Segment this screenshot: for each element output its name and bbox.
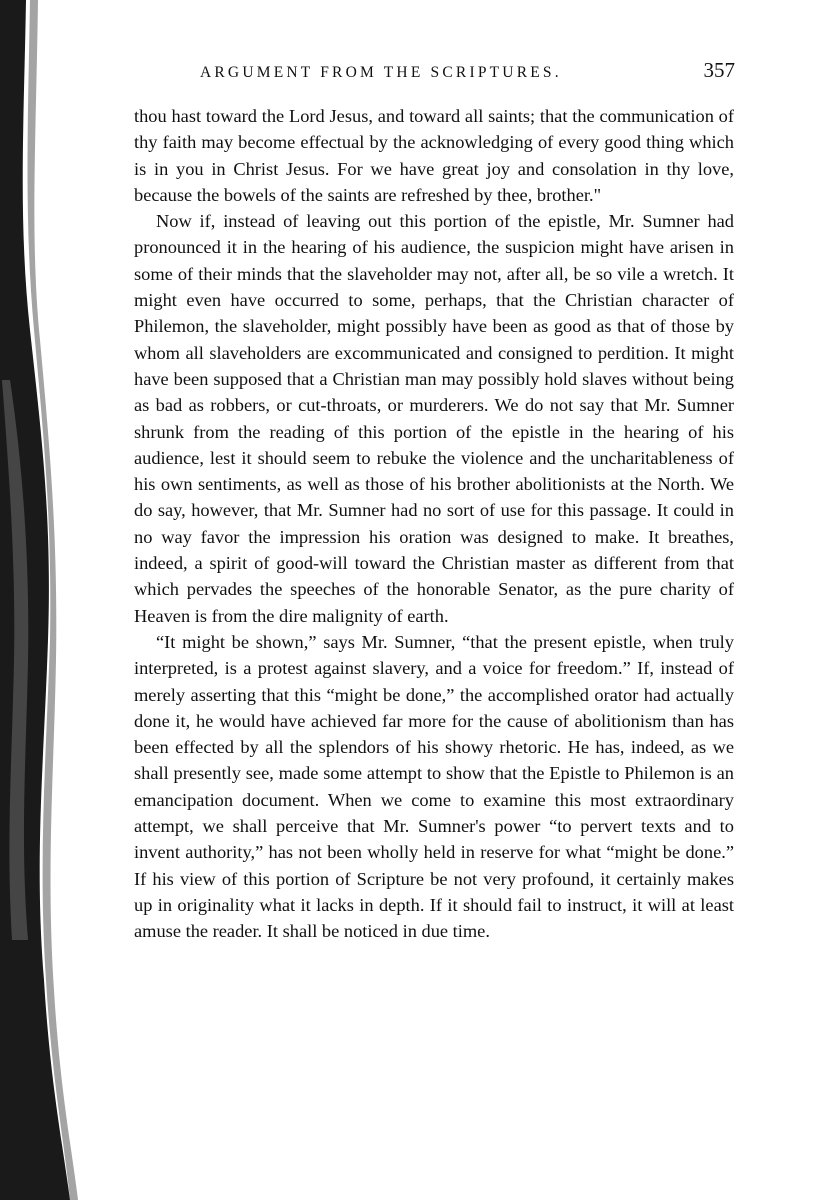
paragraph: Now if, instead of leaving out this portion of the epistle, Mr. Sumner had pronounced it in the hearing of his audience, the suspicion might have arisen in some of their minds that the slaveholder may not, after all, be so vile a wretch. It might even have occurred to some, perhaps, that the Christian character of Philemon, the slaveholder, might possibly have been as good as that of those by whom all slaveholders are excommunicated and consigned to perdition. It might have been supposed that a Christian man may possibly hold slaves without being as bad as robbers, or cut-throats, or murderers. We do not say that Mr. Sumner shrunk from the reading of this portion of the epistle in the hearing of his audience, lest it should seem to rebuke the violence and the uncharitableness of his own sentiments, as well as those of his brother abolitionists at the North. We do say, however, that Mr. Sumner had no sort of use for this passage. It could in no way favor the impression his oration was designed to make. It breathes, indeed, a spirit of good-will toward the Christian master as different from that which pervades the speeches of the honorable Senator, as the pure charity of Heaven is from the dire malignity of earth. [134,211,734,626]
body-text [134,103,734,945]
binding-shadow-band [0,0,70,1200]
paragraph-continued: thou hast toward the Lord Jesus, and toward all saints; that the communication of thy faith may become effectual by the acknowledging of every good thing which is in you in Christ Jesus. For we have great joy and consolation in thy love, because the bowels of the saints are refreshed by thee, brother." [134,106,734,205]
page-number: 357 [703,58,735,82]
running-head [200,58,735,88]
paragraph: “It might be shown,” says Mr. Sumner, “that the present epistle, when truly interpreted, is a protest against slavery, and a voice for freedom.” If, instead of merely asserting that this “might be done,” the accomplished orator had actually done it, he would have achieved far more for the cause of abolitionism than has been effected by all the splendors of his showy rhetoric. He has, indeed, as we shall presently see, made some attempt to show that the Epistle to Philemon is an emancipation document. When we come to examine this most extraordinary attempt, we shall perceive that Mr. Sumner's power “to pervert texts and to invent authority,” has not been wholly held in reserve for what “might be done.” If his view of this portion of Scripture be not very profound, it certainly makes up in originality what it lacks in depth. If it should fail to instruct, it will at least amuse the reader. It shall be noticed in due time. [134,631,734,942]
binding-shadow [0,0,80,1200]
running-title: ARGUMENT FROM THE SCRIPTURES. [200,64,562,81]
